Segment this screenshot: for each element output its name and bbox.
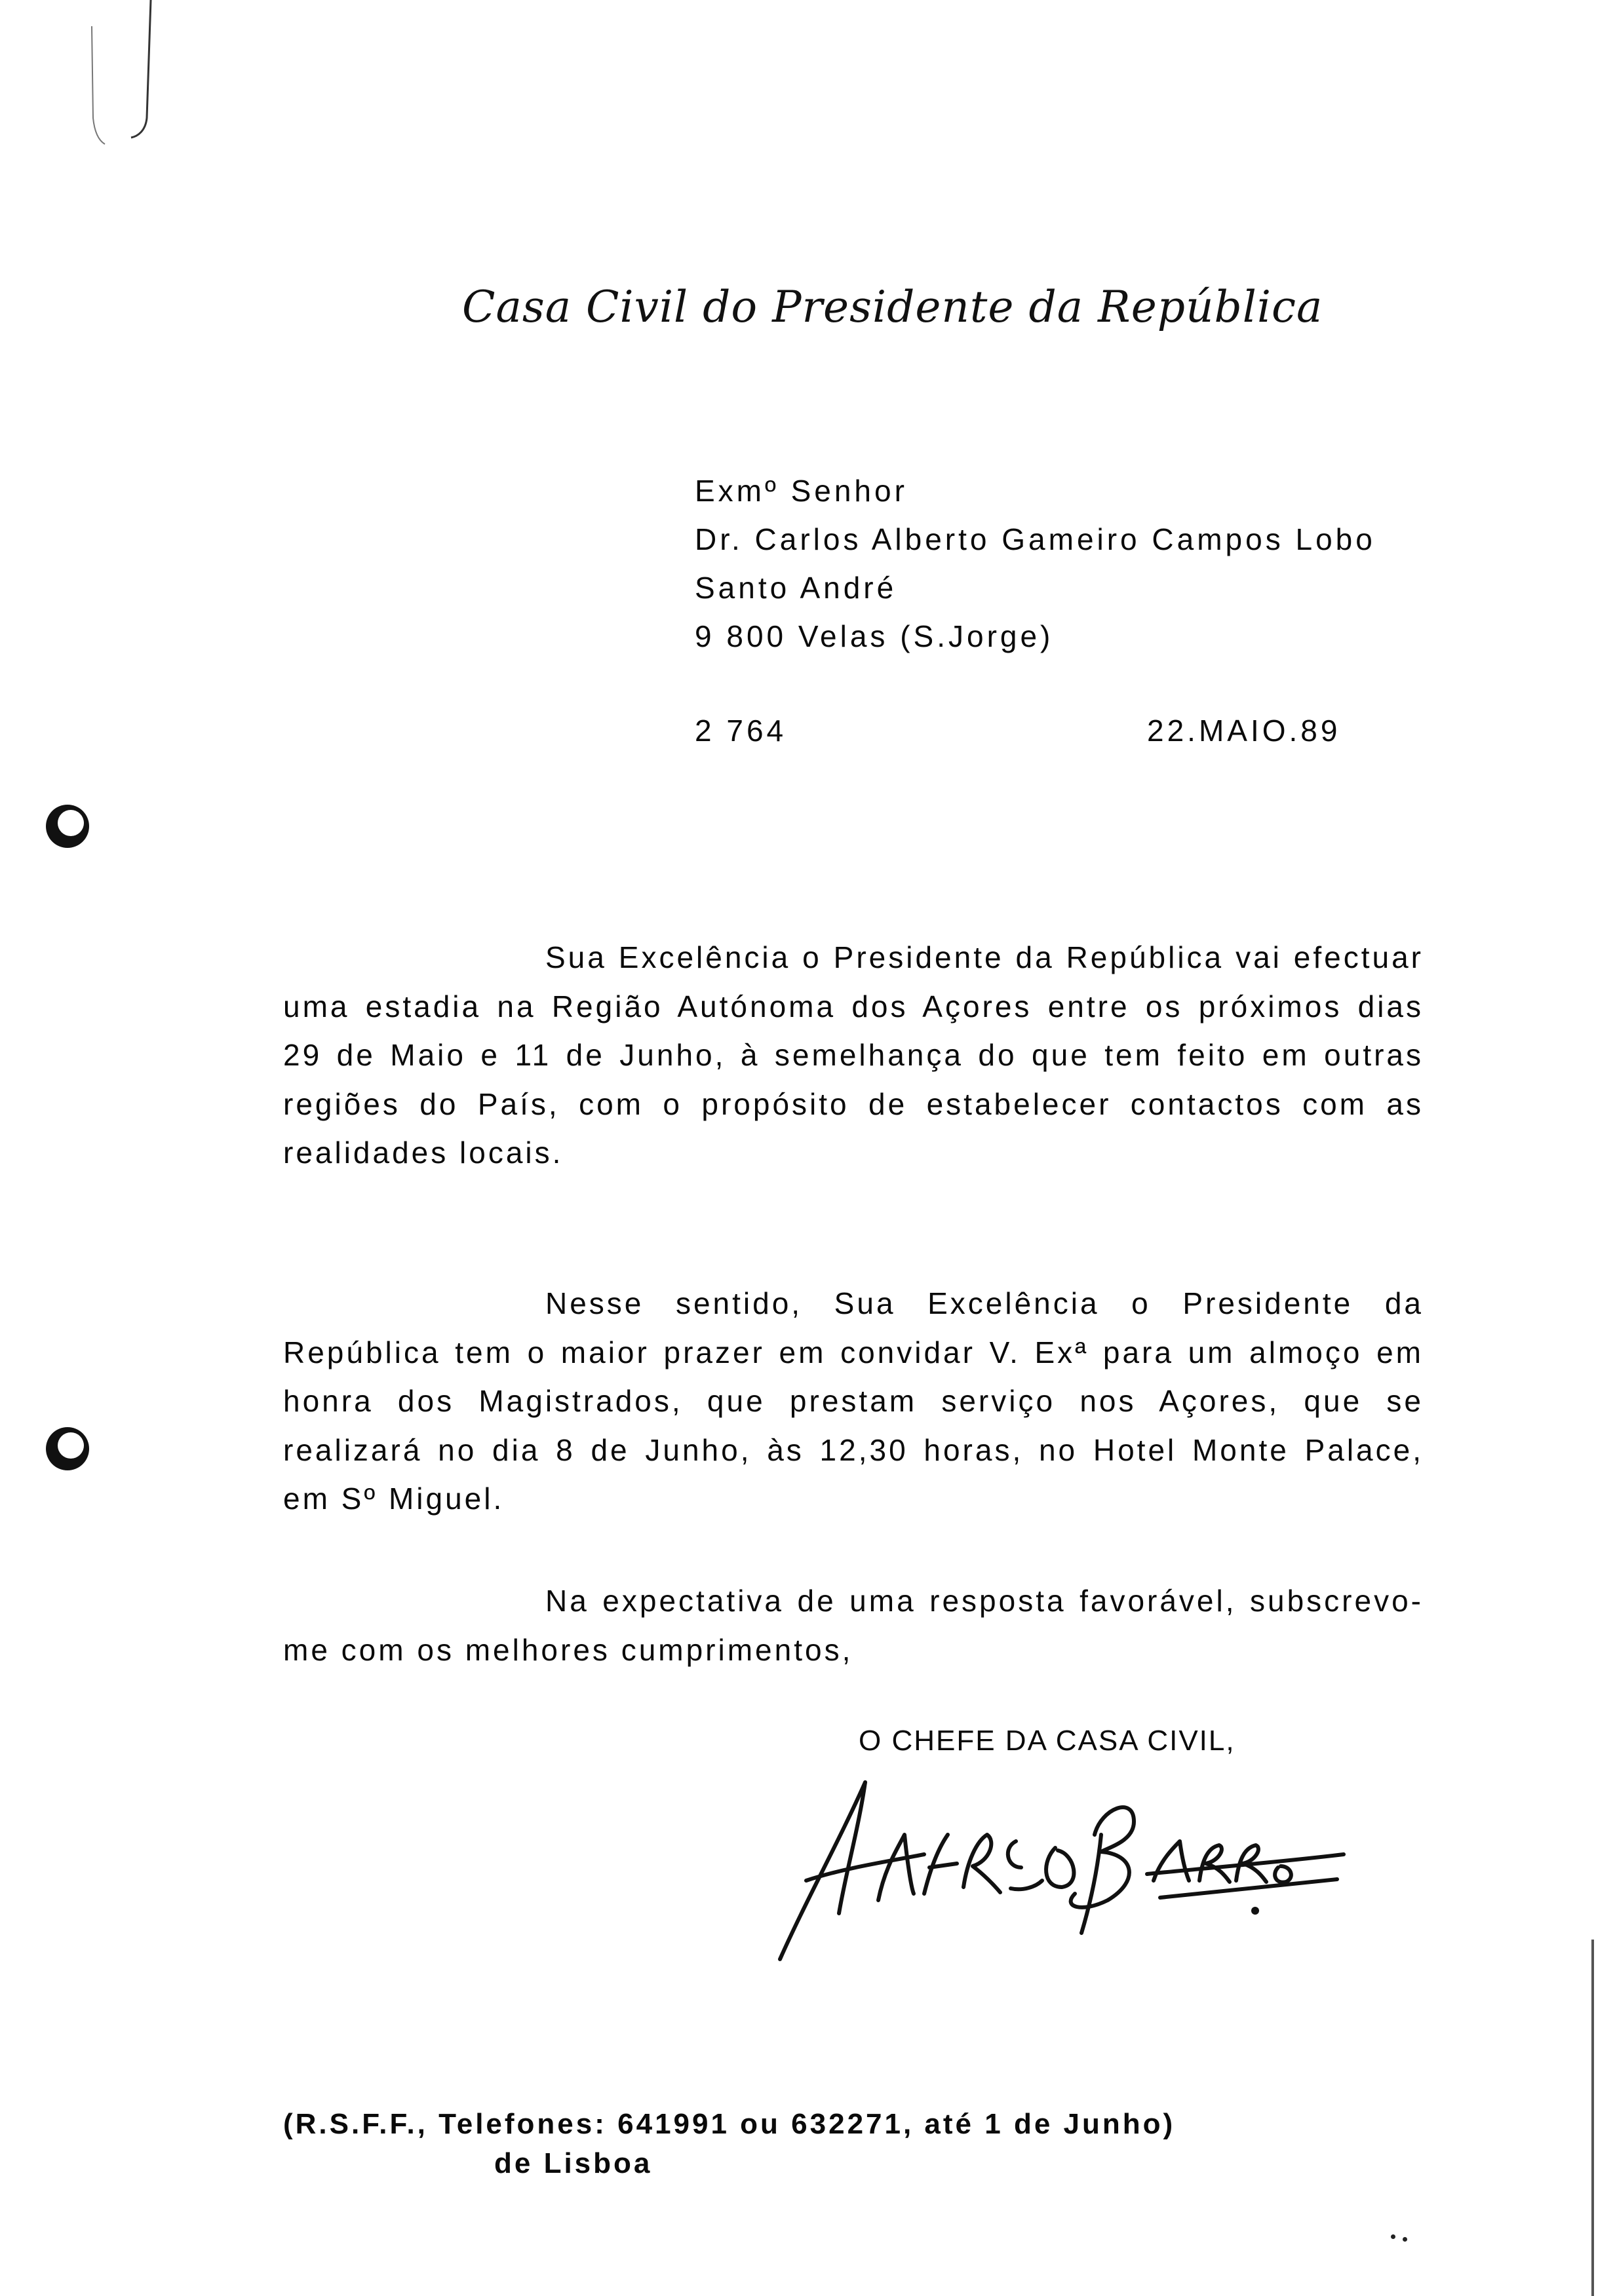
letter-date: 22.MAIO.89 [1147,714,1341,748]
scan-speck [1391,2234,1395,2239]
footer-line: (R.S.F.F., Telefones: 641991 ou 632271, até 1 de Junho) [283,2108,1176,2140]
body-paragraph: Nesse sentido, Sua Excelência o Presidente da República tem o maior prazer em convidar V. Exª para um almoço em honra dos Magistrados, que prestam serviço nos Açores, que se realizará no dia 8 de Junho, às 12,30 horas, no Hotel Monte Palace, em Sº Miguel. [283,1286,1424,1516]
handwritten-signature [767,1769,1357,1966]
punch-hole [46,805,89,848]
addressee-name: Dr. Carlos Alberto Gameiro Campos Lobo [695,522,1376,556]
scan-speck [1403,2237,1407,2242]
addressee-postal: 9 800 Velas (S.Jorge) [695,619,1054,653]
footer-note [283,2105,1437,2183]
scan-edge-mark [85,0,157,151]
addressee-salutation: Exmº Senhor [695,474,908,508]
letterhead: Casa Civil do Presidente da República [462,282,1323,332]
addressee-locality: Santo André [695,571,897,605]
body-paragraph: Na expectativa de uma resposta favorável, subscrevo-me com os melhores cumprimentos, [283,1584,1424,1667]
addressee-block [695,467,1560,660]
scan-right-edge [1591,1940,1594,2296]
body-paragraph: Sua Excelência o Presidente da República vai efectuar uma estadia na Região Autónoma dos Açores entre os próximos dias 29 de Maio e 11 de Junho, à semelhança do que tem feito em outras regiões do País, com o propósito de estabelecer contactos com as realidades locais. [283,940,1424,1170]
signatory-title: O CHEFE DA CASA CIVIL, [859,1725,1236,1757]
punch-hole [46,1427,89,1470]
reference-line [695,713,1350,759]
footer-line: de Lisboa [494,2147,653,2179]
reference-number: 2 764 [695,714,787,748]
